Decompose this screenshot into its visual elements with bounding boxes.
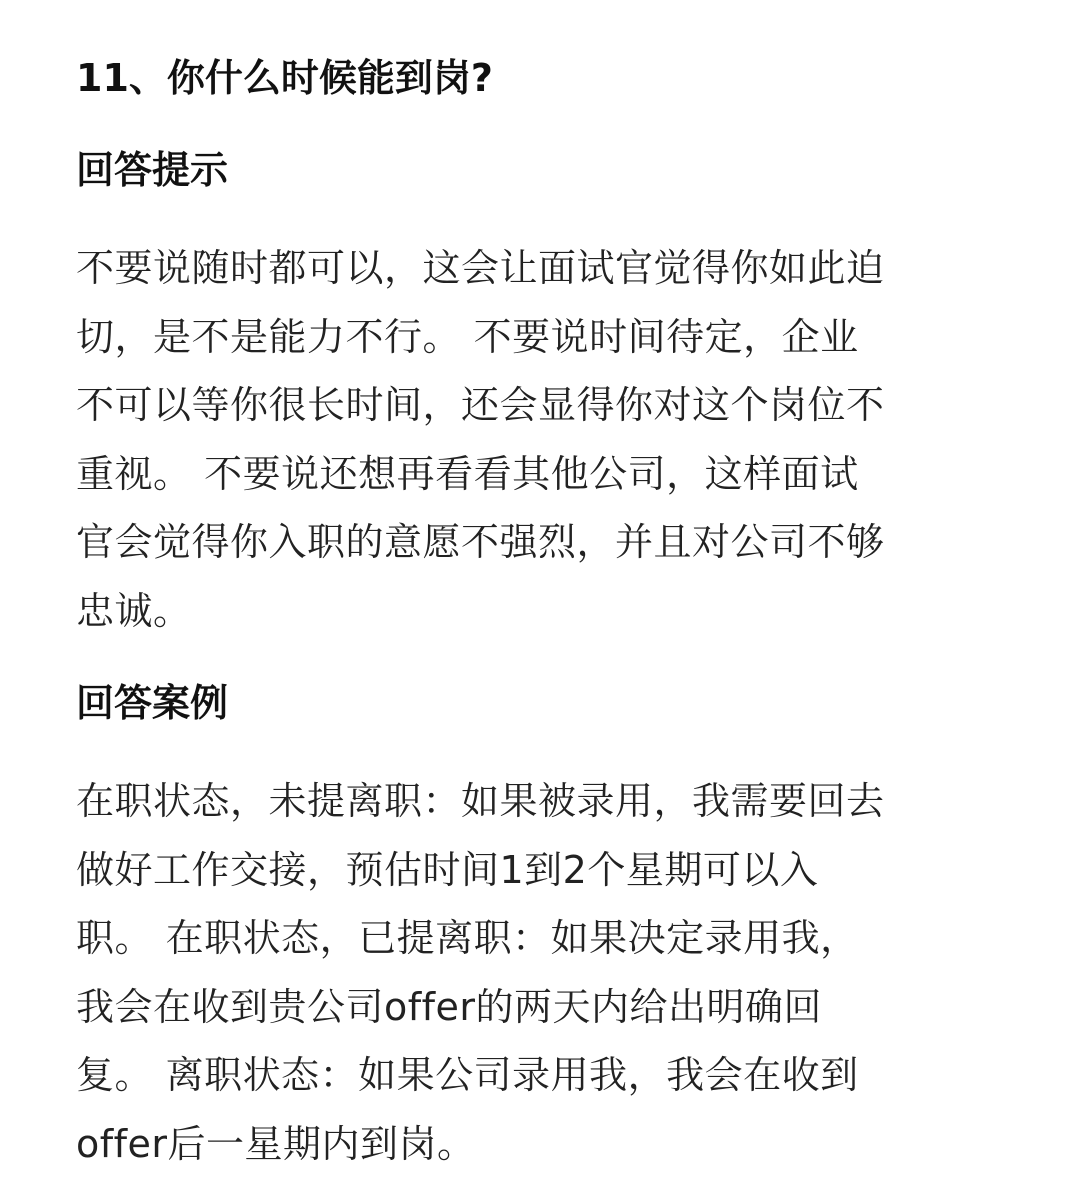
tips-line: 不要说随时都可以，这会让面试官觉得你如此迫 bbox=[76, 246, 885, 290]
examples-line: 在职状态，未提离职：如果被录用，我需要回去 bbox=[76, 779, 885, 823]
examples-line: 我会在收到贵公司offer的两天内给出明确回 bbox=[76, 984, 823, 1029]
tips-line: 重视。 不要说还想再看看其他公司，这样面试 bbox=[76, 451, 859, 496]
examples-line: 复。 离职状态：如果公司录用我，我会在收到 bbox=[76, 1053, 859, 1097]
examples-line: 职。 在职状态，已提离职：如果决定录用我， bbox=[76, 916, 859, 960]
tips-line: 忠诚。 bbox=[76, 588, 192, 633]
examples-line: offer后一星期内到岗。 bbox=[76, 1121, 476, 1166]
examples-line: 做好工作交接，预估时间1到2个星期可以入 bbox=[76, 847, 819, 892]
tips-line: 不可以等你很长时间，还会显得你对这个岗位不 bbox=[76, 383, 885, 427]
examples-paragraph bbox=[76, 767, 1010, 1178]
tips-line: 切，是不是能力不行。 不要说时间待定，企业 bbox=[76, 314, 859, 359]
section-heading-tips: 回答提示 bbox=[76, 148, 229, 192]
tips-paragraph bbox=[76, 234, 1010, 645]
tips-line: 官会觉得你入职的意愿不强烈，并且对公司不够 bbox=[76, 520, 885, 564]
section-heading-examples: 回答案例 bbox=[76, 681, 229, 725]
question-title: 11、你什么时候能到岗? bbox=[76, 56, 493, 100]
